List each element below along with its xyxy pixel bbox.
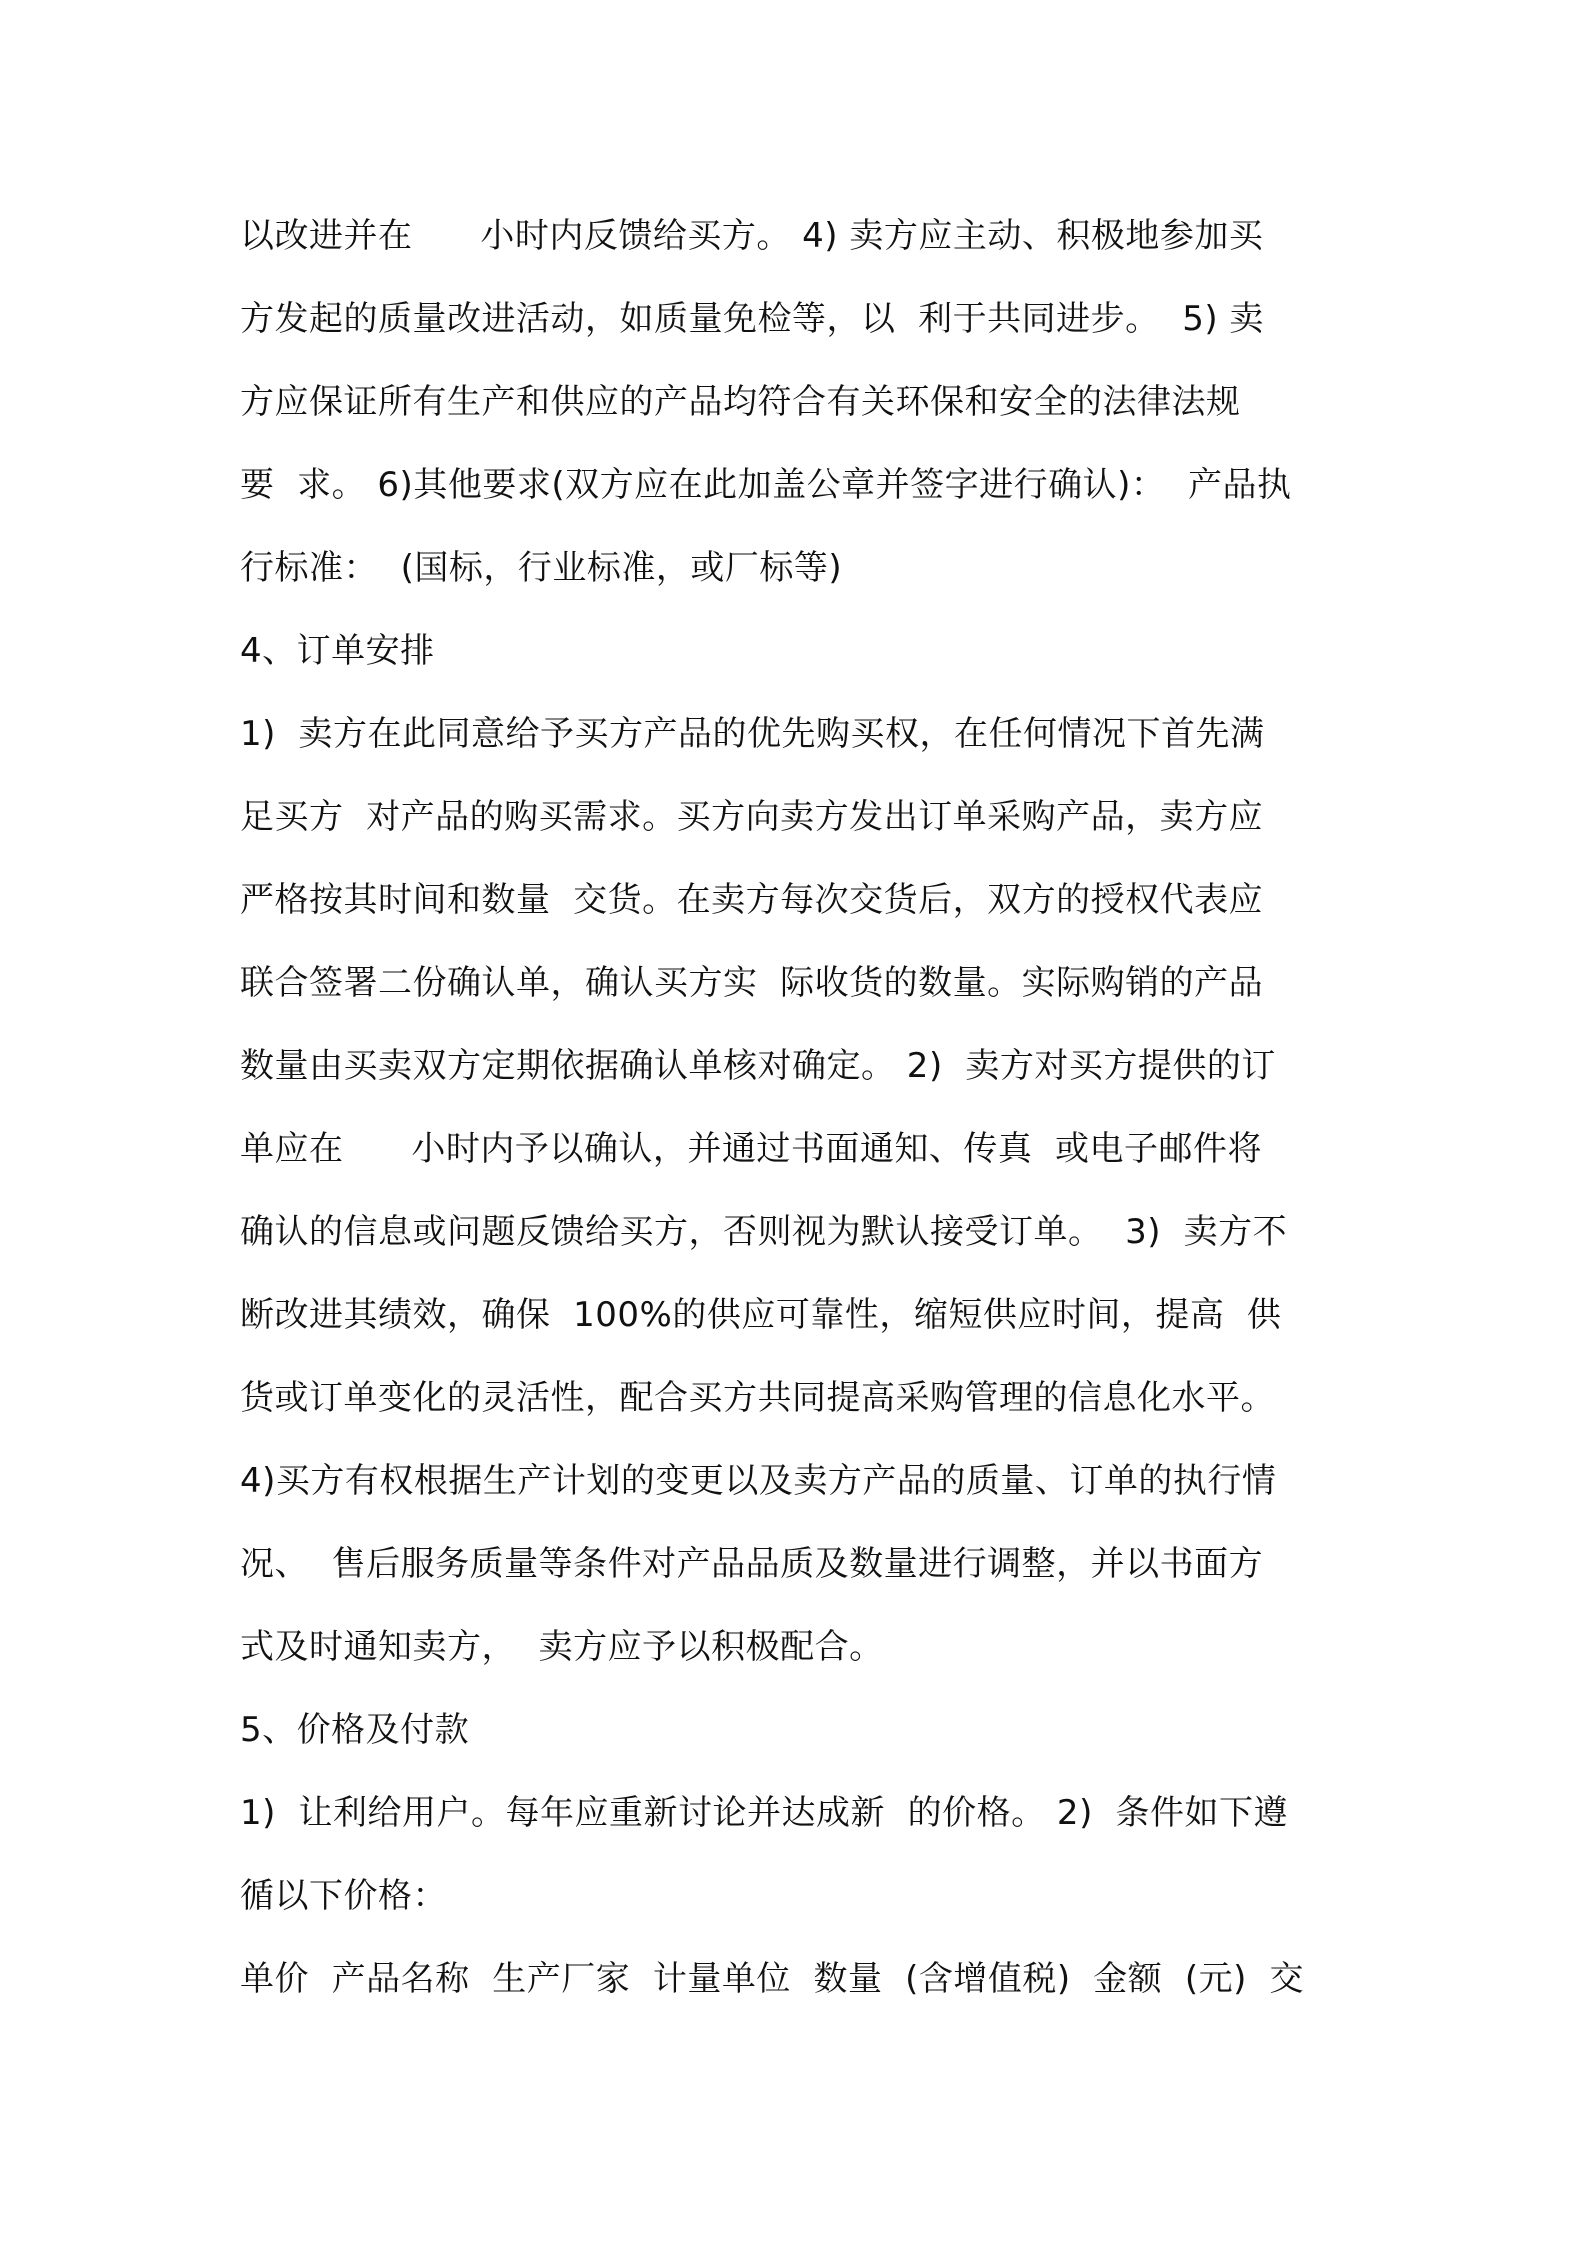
- text-line: 单应在 小时内予以确认，并通过书面通知、传真 或电子邮件将: [240, 1129, 1262, 1169]
- text-line: 货或订单变化的灵活性，配合买方共同提高采购管理的信息化水平。: [240, 1378, 1275, 1418]
- text-line: 1) 让利给用户。每年应重新讨论并达成新 的价格。 2) 条件如下遵: [240, 1793, 1288, 1833]
- text-line: 方发起的质量改进活动，如质量免检等，以 利于共同进步。 5) 卖: [240, 299, 1264, 339]
- text-line: 况、 售后服务质量等条件对产品品质及数量进行调整，并以书面方: [240, 1544, 1264, 1584]
- text-line: 断改进其绩效，确保 100%的供应可靠性，缩短供应时间，提高 供: [240, 1295, 1282, 1335]
- text-line: 要 求。 6)其他要求(双方应在此加盖公章并签字进行确认)： 产品执: [240, 465, 1292, 505]
- text-line: 行标准： (国标，行业标准，或厂标等): [240, 548, 843, 588]
- table-header-line: 单价 产品名称 生产厂家 计量单位 数量 (含增值税) 金额 (元) 交: [240, 1959, 1304, 1999]
- section-heading-order-arrangement: 4、订单安排: [240, 631, 435, 671]
- text-line: 4)买方有权根据生产计划的变更以及卖方产品的质量、订单的执行情: [240, 1461, 1277, 1501]
- text-line: 方应保证所有生产和供应的产品均符合有关环保和安全的法律法规: [240, 382, 1241, 422]
- text-line: 以改进并在 小时内反馈给买方。 4) 卖方应主动、积极地参加买: [240, 216, 1264, 256]
- document-body: [240, 195, 1360, 2021]
- text-line: 联合签署二份确认单，确认买方实 际收货的数量。实际购销的产品: [240, 963, 1264, 1003]
- text-line: 数量由买卖双方定期依据确认单核对确定。 2) 卖方对买方提供的订: [240, 1046, 1276, 1086]
- text-line: 严格按其时间和数量 交货。在卖方每次交货后，双方的授权代表应: [240, 880, 1264, 920]
- text-line: 足买方 对产品的购买需求。买方向卖方发出订单采购产品，卖方应: [240, 797, 1264, 837]
- text-line: 式及时通知卖方， 卖方应予以积极配合。: [240, 1627, 884, 1667]
- text-line: 1) 卖方在此同意给予买方产品的优先购买权，在任何情况下首先满: [240, 714, 1265, 754]
- text-line: 确认的信息或问题反馈给买方，否则视为默认接受订单。 3) 卖方不: [240, 1212, 1288, 1252]
- section-heading-price-payment: 5、价格及付款: [240, 1710, 470, 1750]
- text-line: 循以下价格：: [240, 1876, 447, 1916]
